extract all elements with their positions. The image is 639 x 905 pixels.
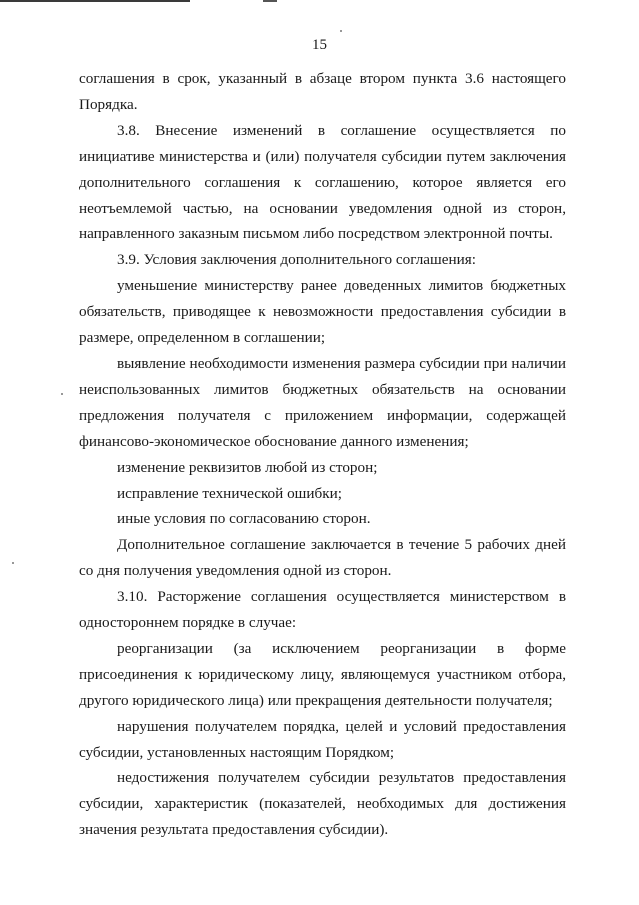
text-line: обязательств, приводящее к невозможности предоставления субсидии в xyxy=(79,303,566,321)
text-line: уменьшение министерству ранее доведенных лимитов бюджетных xyxy=(117,277,566,295)
text-line: субсидии, характеристик (показателей, необходимых для достижения xyxy=(79,795,566,813)
text-line: реорганизации (за исключением реорганизации в форме xyxy=(117,639,566,657)
scan-speck xyxy=(340,30,342,32)
scan-top-edge-mark xyxy=(263,0,277,2)
paragraph-p10 xyxy=(79,584,566,636)
text-line: одностороннем порядке в случае: xyxy=(79,614,297,632)
text-line: исправление технической ошибки; xyxy=(117,484,342,502)
text-line: соглашения в срок, указанный в абзаце втором пункта 3.6 настоящего xyxy=(79,70,566,87)
text-line: направленного заказным письмом либо посредством электронной почты. xyxy=(79,225,553,243)
text-line: Порядка. xyxy=(79,95,138,113)
text-line: присоединения к юридическому лицу, являющемуся участником отбора, xyxy=(79,665,566,683)
paragraph-p2 xyxy=(79,118,566,248)
text-line: со дня получения уведомления одной из сторон. xyxy=(79,562,392,580)
text-line: предложения получателя с приложением информации, содержащей xyxy=(79,406,566,424)
paragraph-p8 xyxy=(79,506,566,532)
text-line: другого юридического лица) или прекращения деятельности получателя; xyxy=(79,691,553,709)
paragraph-p4 xyxy=(79,273,566,351)
paragraph-p9 xyxy=(79,532,566,584)
scan-speck xyxy=(61,393,63,395)
paragraph-p7 xyxy=(79,481,566,507)
paragraph-p3 xyxy=(79,247,566,273)
paragraph-p6 xyxy=(79,455,566,481)
text-line: субсидии, установленных настоящим Порядком; xyxy=(79,743,395,761)
document-body xyxy=(79,66,566,843)
text-line: инициативе министерства и (или) получателя субсидии путем заключения xyxy=(79,147,566,165)
text-line: размере, определенном в соглашении; xyxy=(79,329,326,347)
text-line: неиспользованных лимитов бюджетных обязательств на основании xyxy=(79,380,566,398)
text-line: Дополнительное соглашение заключается в течение 5 рабочих дней xyxy=(117,536,566,554)
page-number: 15 xyxy=(312,37,327,53)
paragraph-p13 xyxy=(79,765,566,843)
text-line: дополнительного соглашения к соглашению, которое является его xyxy=(79,173,566,191)
scan-speck xyxy=(12,562,14,564)
text-line: недостижения получателем субсидии результатов предоставления xyxy=(117,769,566,787)
text-line: 3.10. Расторжение соглашения осуществляется министерством в xyxy=(117,588,566,606)
text-line: изменение реквизитов любой из сторон; xyxy=(117,458,378,476)
text-line: финансово-экономическое обоснование данного изменения; xyxy=(79,432,469,450)
paragraph-p12 xyxy=(79,714,566,766)
text-line: значения результата предоставления субсидии). xyxy=(79,821,389,839)
scan-top-edge-line xyxy=(0,0,190,2)
text-line: выявление необходимости изменения размера субсидии при наличии xyxy=(117,354,566,372)
text-line: неотъемлемой частью, на основании уведомления одной из сторон, xyxy=(79,199,566,217)
paragraph-p5 xyxy=(79,351,566,455)
text-line: иные условия по согласованию сторон. xyxy=(117,510,371,528)
paragraph-p11 xyxy=(79,636,566,714)
paragraph-p1 xyxy=(79,66,566,118)
text-line: 3.9. Условия заключения дополнительного соглашения: xyxy=(117,251,476,269)
text-line: 3.8. Внесение изменений в соглашение осуществляется по xyxy=(117,121,566,139)
text-line: нарушения получателем порядка, целей и условий предоставления xyxy=(117,717,566,735)
